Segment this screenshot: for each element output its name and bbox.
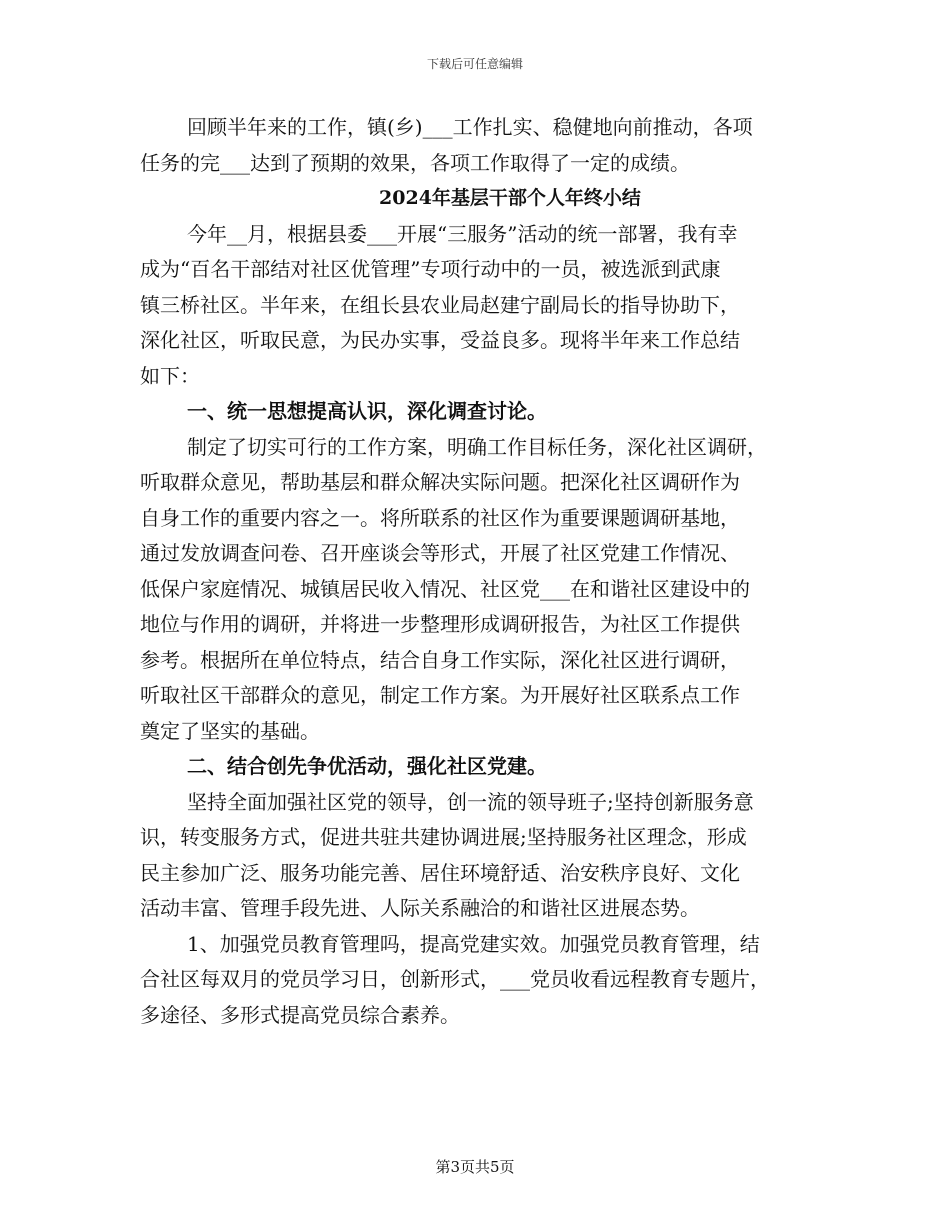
paragraph-line: 今年__月，根据县委___开展“三服务”活动的统一部署，我有幸: [187, 221, 738, 246]
paragraph-line: 低保户家庭情况、城镇居民收入情况、社区党___在和谐社区建设中的: [140, 576, 750, 601]
paragraph-line: 1、加强党员教育管理吗，提高党建实效。加强党员教育管理，结: [187, 931, 760, 956]
section-heading: 一、统一思想提高认识，深化调查讨论。: [187, 399, 547, 423]
paragraph-line: 合社区每双月的党员学习日，创新形式，___党员收看远程教育专题片，: [140, 967, 770, 991]
paragraph-line: 如下：: [140, 363, 200, 388]
paragraph-line: 深化社区，听取民意，为民办实事，受益良多。现将半年来工作总结: [140, 328, 740, 352]
paragraph-line: 活动丰富、管理手段先进、人际关系融洽的和谐社区进展态势。: [140, 896, 700, 920]
paragraph-line: 通过发放调查问卷、召开座谈会等形式，开展了社区党建工作情况、: [140, 541, 740, 565]
page-footer: 第3页共5页: [435, 1158, 515, 1176]
paragraph-line: 镇三桥社区。半年来，在组长县农业局赵建宁副局长的指导协助下，: [140, 292, 740, 317]
paragraph-line: 听取社区干部群众的意见，制定工作方案。为开展好社区联系点工作: [140, 683, 740, 707]
paragraph-line: 成为“百名干部结对社区优管理”专项行动中的一员，被选派到武康: [140, 257, 721, 281]
paragraph-line: 坚持全面加强社区党的领导，创一流的领导班子;坚持创新服务意: [187, 789, 754, 814]
paragraph-line: 参考。根据所在单位特点，结合自身工作实际，深化社区进行调研，: [140, 647, 740, 672]
paragraph-line: 自身工作的重要内容之一。将所联系的社区作为重要课题调研基地，: [140, 505, 740, 530]
paragraph-line: 任务的完___达到了预期的效果，各项工作取得了一定的成绩。: [140, 150, 690, 175]
page-header: 下载后可任意编辑: [426, 57, 523, 71]
paragraph-line: 听取群众意见，帮助基层和群众解决实际问题。把深化社区调研作为: [140, 470, 740, 494]
section-heading: 二、结合创先争优活动，强化社区党建。: [187, 754, 547, 778]
paragraph-line: 多途径、多形式提高党员综合素养。: [140, 1002, 460, 1027]
paragraph-line: 回顾半年来的工作，镇(乡)___工作扎实、稳健地向前推动，各项: [187, 115, 753, 139]
paragraph-line: 制定了切实可行的工作方案，明确工作目标任务，深化社区调研，: [187, 434, 767, 459]
paragraph-line: 民主参加广泛、服务功能完善、居住环境舒适、治安秩序良好、文化: [140, 860, 740, 885]
paragraph-line: 地位与作用的调研，并将进一步整理形成调研报告，为社区工作提供: [140, 612, 740, 636]
paragraph-line: 识，转变服务方式，促进共驻共建协调进展;坚持服务社区理念，形成: [140, 825, 747, 849]
document-title: 2024年基层干部个人年终小结: [379, 187, 641, 209]
paragraph-line: 奠定了坚实的基础。: [140, 718, 320, 743]
document-body: [140, 110, 820, 1033]
